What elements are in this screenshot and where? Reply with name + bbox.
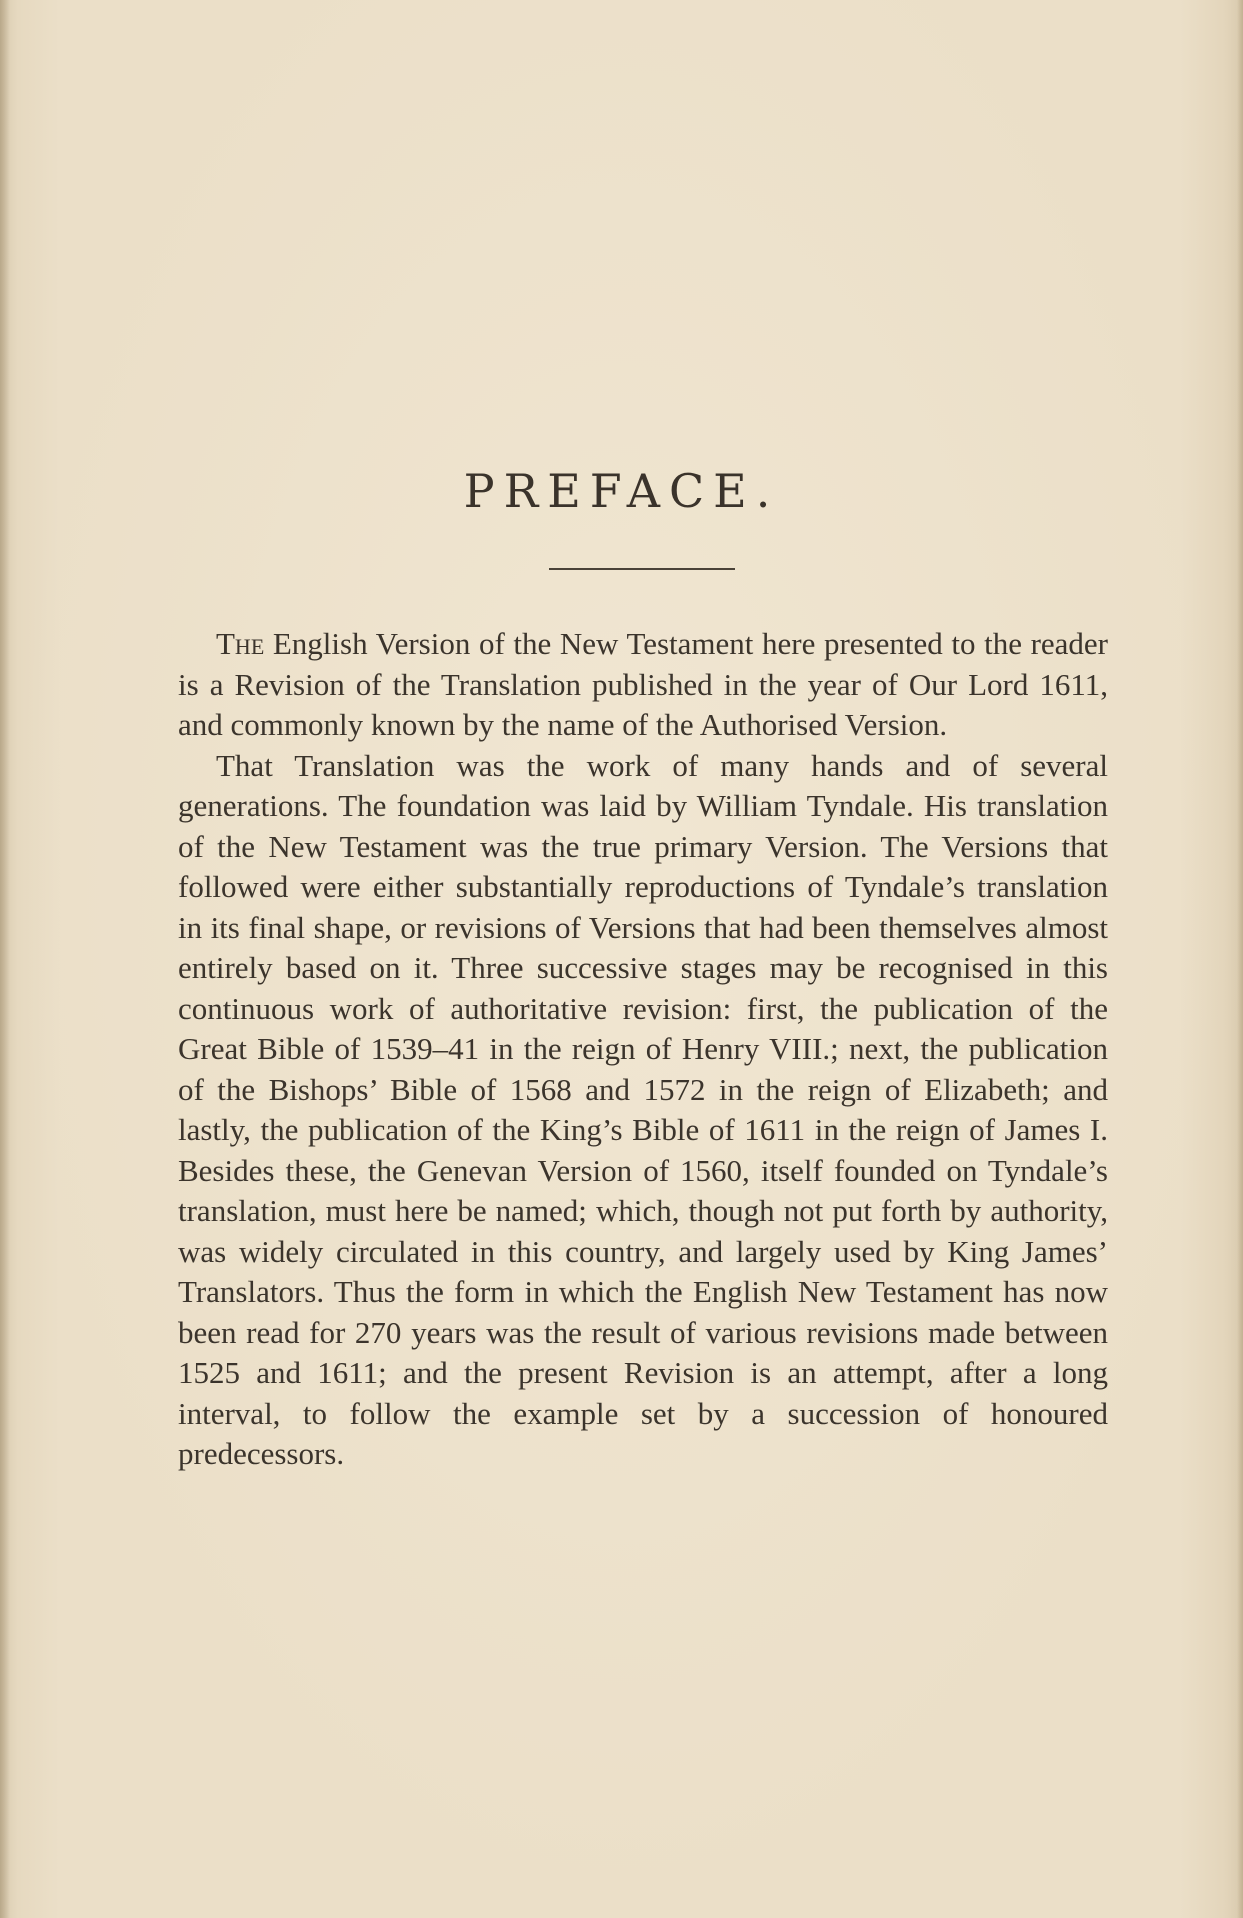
paragraph-1 [178,624,1108,746]
preface-body [178,624,1108,1475]
title-rule [549,568,735,570]
paragraph-1-text: English Version of the New Testament here presented to the reader is a Revision of the Translation published in the year of Our Lord 1611, and commonly known by the name of the Authorised Version. [178,626,1108,742]
page-left-edge [0,0,10,1918]
paragraph-1-lead-word: The [216,626,265,661]
page-right-edge [1237,0,1243,1918]
page-title: PREFACE. [463,464,780,518]
paragraph-2: That Translation was the work of many hands and of several generations. The foundation was laid by William Tyndale. His translation of the New Testament was the true primary Version. The Versions that followed were either substantially reproductions of Tyndale’s translation in its final shape, or revisions of Versions that had been themselves almost entirely based on it. Three successive stages may be recognised in this continuous work of authoritative revision: first, the publication of the Great Bible of 1539–41 in the reign of Henry VIII.; next, the publication of the Bishops’ Bible of 1568 and 1572 in the reign of Elizabeth; and lastly, the publication of the King’s Bible of 1611 in the reign of James I. Besides these, the Genevan Version of 1560, itself founded on Tyndale’s translation, must here be named; which, though not put forth by authority, was widely circulated in this country, and largely used by King James’ Translators. Thus the form in which the English New Testament has now been read for 270 years was the result of various revisions made between 1525 and 1611; and the present Revision is an attempt, after a long interval, to follow the example set by a succession of honoured predecessors. [178,747,1108,1471]
